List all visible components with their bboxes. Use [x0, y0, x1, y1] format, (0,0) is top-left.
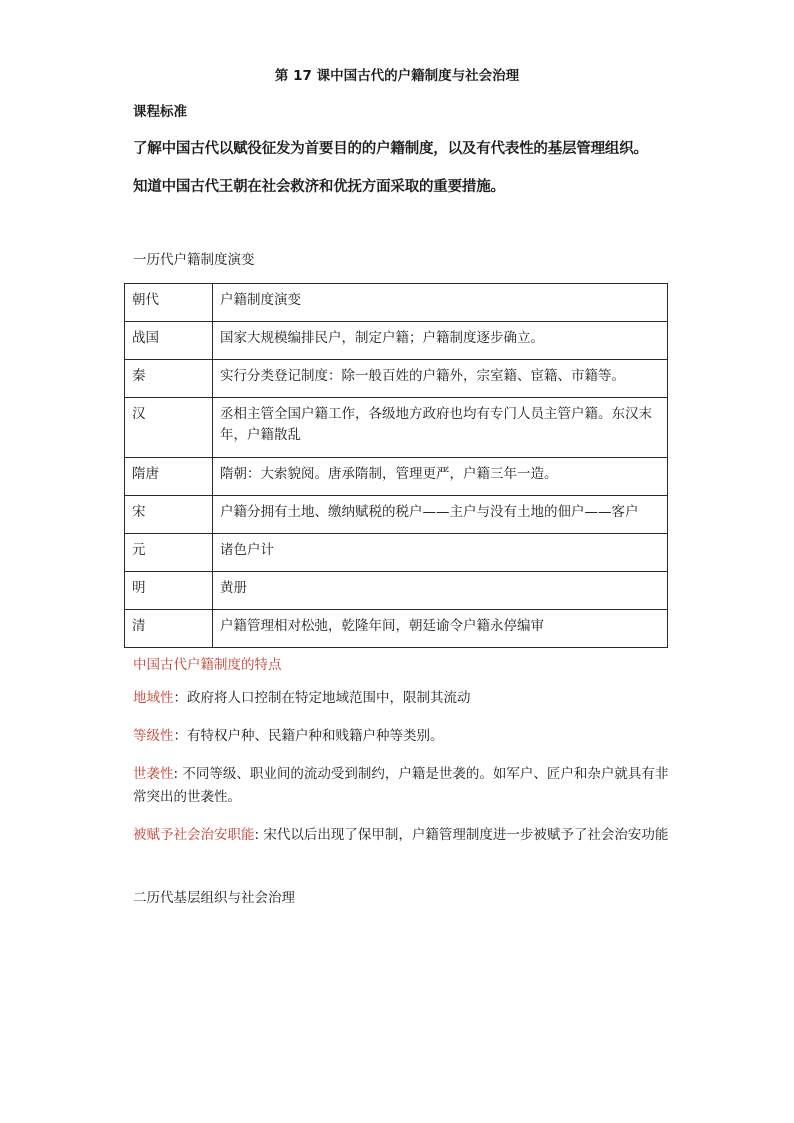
- feature-label: 等级性: [133, 728, 174, 744]
- table-row: [125, 398, 668, 458]
- feature-text: : 宋代以后出现了保甲制，户籍管理制度进一步被赋予了社会治安功能: [254, 827, 669, 843]
- cell-evolution: 隋朝：大索貌阅。唐承隋制，管理更严，户籍三年一造。: [213, 458, 668, 496]
- table-row: [125, 572, 668, 610]
- cell-evolution: 户籍管理相对松弛，乾隆年间，朝廷谕令户籍永停编审: [213, 610, 668, 648]
- cell-dynasty: 宋: [125, 496, 213, 534]
- cell-dynasty: 隋唐: [125, 458, 213, 496]
- table-row: [125, 534, 668, 572]
- hukou-evolution-table: [124, 283, 668, 648]
- section-1-heading: 一历代户籍制度演变: [133, 252, 255, 268]
- feature-item: [133, 687, 673, 710]
- cell-dynasty: 清: [125, 610, 213, 648]
- table-row: [125, 496, 668, 534]
- cell-dynasty: 战国: [125, 322, 213, 360]
- table-row: [125, 458, 668, 496]
- feature-item: [133, 725, 673, 748]
- table-header-row: [125, 284, 668, 322]
- feature-item: [133, 824, 673, 847]
- cell-dynasty: 元: [125, 534, 213, 572]
- feature-label: 被赋予社会治安职能: [133, 827, 255, 843]
- feature-text: ：有特权户种、民籍户种和贱籍户种等类别。: [173, 728, 444, 744]
- features-heading: 中国古代户籍制度的特点: [133, 657, 282, 673]
- cell-evolution: 丞相主管全国户籍工作，各级地方政府也均有专门人员主管户籍。东汉末年，户籍散乱: [213, 398, 668, 458]
- standard-line-2: 知道中国古代王朝在社会救济和优抚方面采取的重要措施。: [133, 179, 505, 195]
- cell-evolution: 户籍分拥有土地、缴纳赋税的税户——主户与没有土地的佃户——客户: [213, 496, 668, 534]
- cell-dynasty: 明: [125, 572, 213, 610]
- cell-evolution: 诸色户计: [213, 534, 668, 572]
- header-dynasty: 朝代: [125, 284, 213, 322]
- header-evolution: 户籍制度演变: [213, 284, 668, 322]
- feature-text: : 不同等级、职业间的流动受到制约，户籍是世袭的。如军户、匠户和杂户就具有非常突出的世袭性。: [133, 766, 669, 805]
- table-row: [125, 322, 668, 360]
- feature-label: 地域性: [133, 690, 174, 706]
- table-row: [125, 360, 668, 398]
- section-2-heading: 二历代基层组织与社会治理: [133, 890, 295, 906]
- feature-label: 世袭性: [133, 766, 174, 782]
- feature-item: [133, 763, 673, 809]
- cell-evolution: 实行分类登记制度：除一般百姓的户籍外，宗室籍、宦籍、市籍等。: [213, 360, 668, 398]
- cell-dynasty: 秦: [125, 360, 213, 398]
- cell-dynasty: 汉: [125, 398, 213, 458]
- standard-line-1: 了解中国古代以赋役征发为首要目的的户籍制度，以及有代表性的基层管理组织。: [133, 141, 648, 157]
- feature-text: ：政府将人口控制在特定地域范围中，限制其流动: [173, 690, 471, 706]
- cell-evolution: 国家大规模编排民户，制定户籍；户籍制度逐步确立。: [213, 322, 668, 360]
- lesson-title: 第 17 课中国古代的户籍制度与社会治理: [274, 68, 520, 84]
- cell-evolution: 黄册: [213, 572, 668, 610]
- standards-heading: 课程标准: [133, 104, 187, 120]
- table-row: [125, 610, 668, 648]
